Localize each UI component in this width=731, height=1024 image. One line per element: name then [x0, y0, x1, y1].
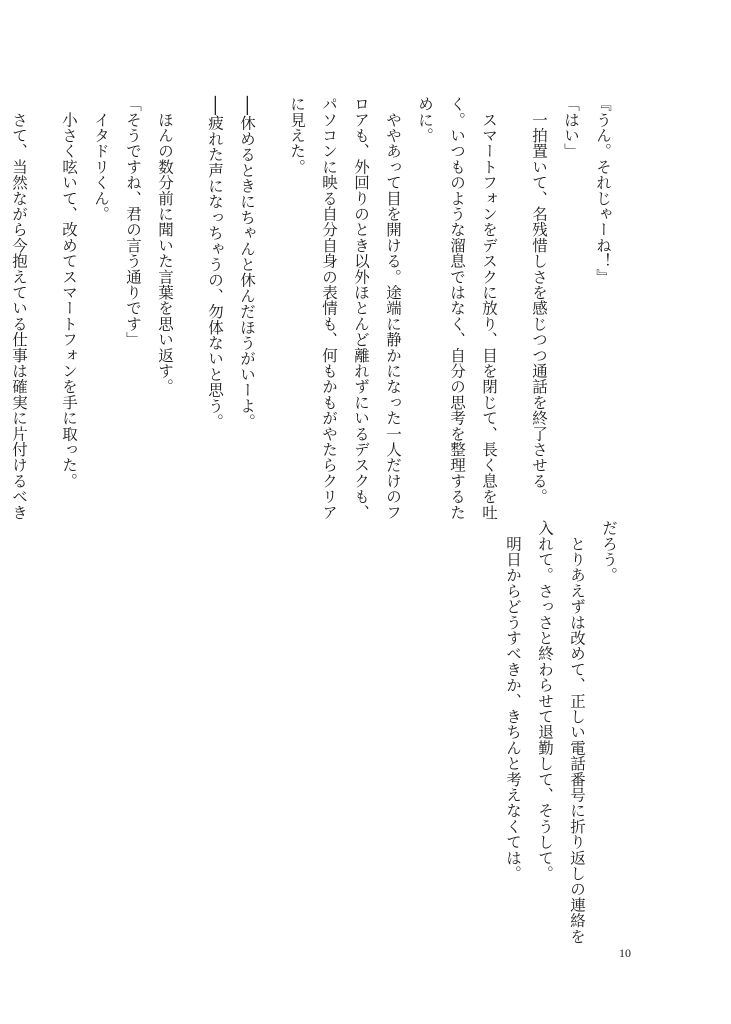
- main-text-block-bottom: [504, 520, 625, 944]
- bottom_block-text-line: 入れて。さっさと終わらせて退勤して、そうして。: [536, 520, 554, 882]
- page-number: 10: [619, 946, 631, 960]
- main-text-block-top: [10, 96, 619, 520]
- bottom_block-text-line: とりあえずは改めて、正しい電話番号に折り返しの連絡を: [568, 520, 586, 944]
- top_block-text-line: 「はい」: [562, 96, 580, 159]
- top_block-blank-line: [263, 96, 281, 516]
- top_block-text-line: イタドリくん。: [92, 96, 110, 222]
- top_block-text-line: めに。: [416, 96, 434, 144]
- top_block-text-line: 一拍置いて、名残惜しさを感じつつ通話を終了させる。: [530, 96, 548, 505]
- top_block-text-line: さて、当然ながら今抱えている仕事は確実に片付けるべき: [10, 96, 28, 520]
- bottom_block-text-line: だろう。: [600, 520, 618, 583]
- top_block-text-line: パソコンに映る自分自身の表情も、何もかもがやたらクリア: [320, 96, 338, 520]
- top_block-text-line: ややあって目を開ける。途端に静かになった一人だけのフ: [384, 96, 402, 520]
- top_block-blank-line: [505, 96, 523, 516]
- top_block-text-line: ロアも、外回りのとき以外ほとんど離れずにいるデスクも、: [352, 96, 370, 520]
- top_block-text-line: ──休めるときにちゃんと休んだほうがいーよ。: [238, 96, 256, 430]
- top_block-text-line: スマートフォンをデスクに放り、目を閉じて、長く息を吐: [480, 96, 498, 520]
- bottom_block-text-line: 明日からどうすべきか、きちんと考えなくては。: [504, 520, 522, 882]
- top_block-blank-line: [181, 96, 199, 516]
- top_block-text-line: 小さく呟いて、改めてスマートフォンを手に取った。: [60, 96, 78, 489]
- top_block-text-line: く。いつものような溜息ではなく、自分の思考を整理するた: [448, 96, 466, 520]
- top_block-blank-line: [35, 96, 53, 516]
- top_block-text-line: に見えた。: [288, 96, 306, 175]
- top_block-text-line: ほんの数分前に聞いた言葉を思い返す。: [156, 96, 174, 395]
- top_block-text-line: 『うん。それじゃーね！』: [594, 96, 612, 285]
- top_block-text-line: ──疲れた声になっちゃうの、勿体ないと思う。: [206, 96, 224, 430]
- top_block-text-line: 「そうですね、君の言う通りです」: [124, 96, 142, 348]
